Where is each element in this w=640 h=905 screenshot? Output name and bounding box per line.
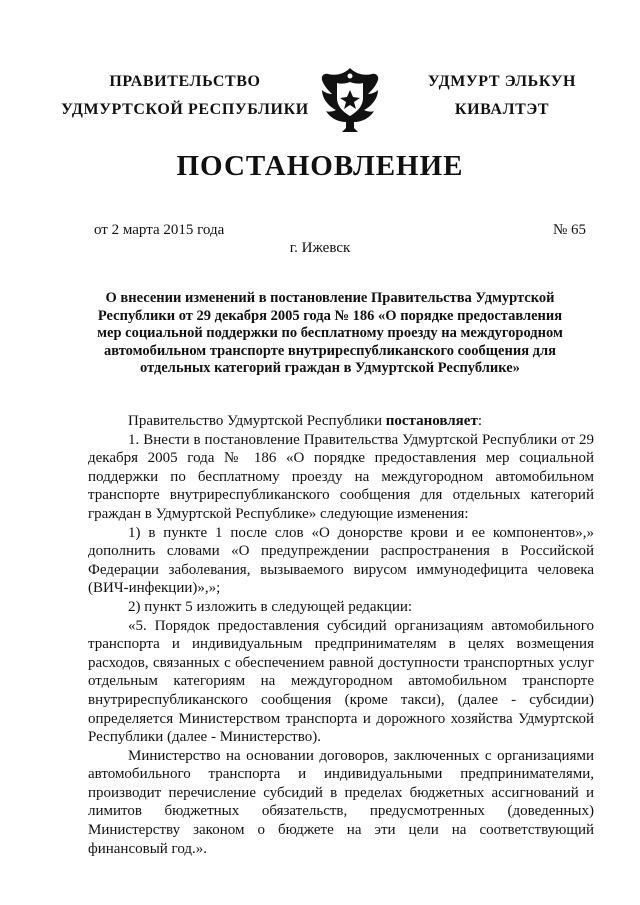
subclause-2-paragraph: 2) пункт 5 изложить в следующей редакции: bbox=[128, 598, 413, 615]
subject-line: отдельных категорий граждан в Удмуртской Республике» bbox=[140, 360, 520, 376]
subject-line: мер социальной поддержки по бесплатному проезду на междугородном bbox=[97, 325, 563, 341]
udmurt-coat-of-arms-icon bbox=[318, 64, 382, 134]
preamble-paragraph bbox=[88, 412, 594, 431]
clause-1-paragraph: 1. Внести в постановление Правительства Удмуртской Республики от 29 декабря 2005 года № 186 «О порядке предоставления мер социальной поддержки по бесплатному проезду на междугородном автомобильном транспорте внутриреспубликанского сообщения для отдельных категорий граждан в Удмуртской Республике» следующие изменения: bbox=[88, 431, 594, 522]
subject-line: Республики от 29 декабря 2005 года № 186 «О порядке предоставления bbox=[97, 307, 563, 324]
document-city: г. Ижевск bbox=[289, 240, 351, 256]
document-subject bbox=[80, 290, 580, 378]
subject-line: автомобильном транспорте внутриреспубликанского сообщения для bbox=[104, 342, 556, 359]
government-name-russian bbox=[60, 68, 310, 124]
subject-line: О внесении изменений в постановление Правительства Удмуртской bbox=[105, 290, 555, 306]
government-name-udmurt bbox=[402, 68, 602, 124]
document-date: от 2 марта 2015 года bbox=[94, 222, 225, 238]
subclause-1-paragraph: 1) в пункте 1 после слов «О донорстве крови и ее компонентов»,» дополнить словами «О предупреждении распространения в Российской Федерации заболевания, вызываемого вирусом иммунодефицита человека (ВИЧ-инфекции)»,»; bbox=[88, 524, 594, 597]
header-right-line-1: УДМУРТ ЭЛЬКУН bbox=[427, 73, 577, 90]
header-left-line-2: УДМУРТСКОЙ РЕСПУБЛИКИ bbox=[61, 101, 309, 118]
preamble-decree-word: постановляет bbox=[385, 413, 478, 429]
preamble-colon: : bbox=[477, 413, 482, 429]
document-title: ПОСТАНОВЛЕНИЕ bbox=[176, 150, 464, 182]
preamble-text: Правительство Удмуртской Республики bbox=[128, 413, 386, 429]
document-number: № 65 bbox=[552, 222, 586, 238]
document-body bbox=[88, 412, 594, 858]
header-left-line-1: ПРАВИТЕЛЬСТВО bbox=[109, 73, 261, 90]
header-right-line-2: КИВАЛТЭТ bbox=[454, 101, 550, 118]
point-5-paragraph: «5. Порядок предоставления субсидий организациям автомобильного транспорта и индивидуальным предпринимателям в целях возмещения расходов, связанных с обеспечением равной доступности транспортных услуг отдельным категориям на междугородном автомобильном транспорте внутриреспубликанского сообщения (кроме такси), (далее - субсидии) определяется Министерством транспорта и дорожного хозяйства Удмуртской Республики (далее - Министерство). bbox=[88, 617, 594, 746]
ministry-paragraph: Министерство на основании договоров, заключенных с организациями автомобильного транспорта и индивидуальными предпринимателями, производит перечисление субсидий в пределах бюджетных ассигнований и лимитов бюджетных обязательств, предусмотренных (доведенных) Министерству законом о бюджете на эти цели на соответствующий финансовый год.». bbox=[88, 747, 594, 857]
